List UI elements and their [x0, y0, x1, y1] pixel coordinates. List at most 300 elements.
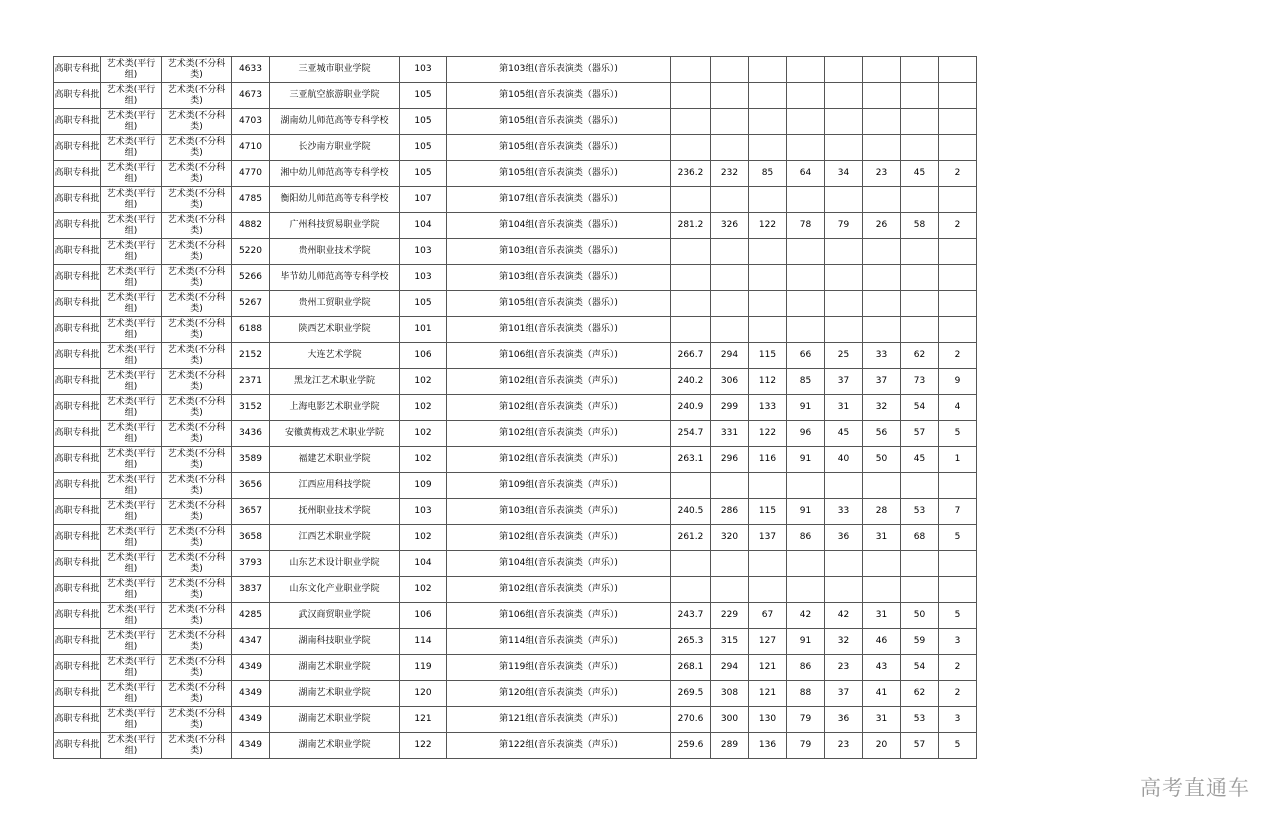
- batch-cell: 高职专科批: [54, 629, 101, 655]
- score-cell: [863, 317, 901, 343]
- score-cell: 59: [901, 629, 939, 655]
- subject-type-cell: 艺术类(不分科类): [162, 239, 232, 265]
- school-code-cell: 4785: [232, 187, 270, 213]
- score-cell: [749, 135, 787, 161]
- school-code-cell: 3657: [232, 499, 270, 525]
- score-cell: [825, 57, 863, 83]
- score-cell: 67: [749, 603, 787, 629]
- score-cell: [825, 239, 863, 265]
- category-cell: 艺术类(平行组): [101, 83, 162, 109]
- major-group-cell: 第119组(音乐表演类（声乐）): [447, 655, 671, 681]
- score-cell: [901, 135, 939, 161]
- score-cell: 296: [711, 447, 749, 473]
- group-code-cell: 105: [400, 161, 447, 187]
- score-cell: [787, 291, 825, 317]
- major-group-cell: 第102组(音乐表演类（声乐）): [447, 369, 671, 395]
- score-cell: [787, 57, 825, 83]
- score-cell: 229: [711, 603, 749, 629]
- major-group-cell: 第105组(音乐表演类（器乐）): [447, 161, 671, 187]
- count-cell: 2: [939, 343, 977, 369]
- score-cell: [749, 291, 787, 317]
- score-cell: [711, 57, 749, 83]
- batch-cell: 高职专科批: [54, 265, 101, 291]
- score-cell: [825, 109, 863, 135]
- school-name-cell: 湘中幼儿师范高等专科学校: [270, 161, 400, 187]
- batch-cell: 高职专科批: [54, 603, 101, 629]
- score-cell: [749, 57, 787, 83]
- group-code-cell: 122: [400, 733, 447, 759]
- batch-cell: 高职专科批: [54, 57, 101, 83]
- group-code-cell: 105: [400, 135, 447, 161]
- score-cell: [787, 473, 825, 499]
- score-cell: 115: [749, 343, 787, 369]
- score-cell: [863, 83, 901, 109]
- score-cell: 115: [749, 499, 787, 525]
- school-code-cell: 4703: [232, 109, 270, 135]
- group-code-cell: 105: [400, 83, 447, 109]
- school-name-cell: 湖南艺术职业学院: [270, 681, 400, 707]
- score-cell: [671, 551, 711, 577]
- score-cell: 91: [787, 499, 825, 525]
- school-code-cell: 4882: [232, 213, 270, 239]
- table-row: [54, 473, 977, 499]
- group-code-cell: 101: [400, 317, 447, 343]
- score-cell: 23: [863, 161, 901, 187]
- score-cell: 326: [711, 213, 749, 239]
- school-code-cell: 4770: [232, 161, 270, 187]
- table-row: [54, 187, 977, 213]
- category-cell: 艺术类(平行组): [101, 447, 162, 473]
- category-cell: 艺术类(平行组): [101, 577, 162, 603]
- school-code-cell: 3658: [232, 525, 270, 551]
- table-row: [54, 57, 977, 83]
- count-cell: [939, 317, 977, 343]
- group-code-cell: 104: [400, 551, 447, 577]
- score-cell: 66: [787, 343, 825, 369]
- score-cell: [863, 239, 901, 265]
- school-name-cell: 陕西艺术职业学院: [270, 317, 400, 343]
- subject-type-cell: 艺术类(不分科类): [162, 369, 232, 395]
- score-cell: 268.1: [671, 655, 711, 681]
- score-cell: 41: [863, 681, 901, 707]
- score-cell: 281.2: [671, 213, 711, 239]
- category-cell: 艺术类(平行组): [101, 187, 162, 213]
- category-cell: 艺术类(平行组): [101, 707, 162, 733]
- score-cell: 45: [901, 447, 939, 473]
- score-cell: [711, 265, 749, 291]
- category-cell: 艺术类(平行组): [101, 161, 162, 187]
- score-cell: 50: [901, 603, 939, 629]
- score-cell: 122: [749, 421, 787, 447]
- score-cell: [787, 83, 825, 109]
- category-cell: 艺术类(平行组): [101, 395, 162, 421]
- batch-cell: 高职专科批: [54, 473, 101, 499]
- score-cell: 45: [825, 421, 863, 447]
- subject-type-cell: 艺术类(不分科类): [162, 291, 232, 317]
- subject-type-cell: 艺术类(不分科类): [162, 317, 232, 343]
- watermark: 高考直通车: [1140, 776, 1250, 800]
- category-cell: 艺术类(平行组): [101, 603, 162, 629]
- subject-type-cell: 艺术类(不分科类): [162, 629, 232, 655]
- score-cell: 85: [787, 369, 825, 395]
- count-cell: 3: [939, 629, 977, 655]
- score-cell: [749, 265, 787, 291]
- score-cell: [671, 83, 711, 109]
- score-cell: [711, 239, 749, 265]
- score-cell: 58: [901, 213, 939, 239]
- school-code-cell: 3436: [232, 421, 270, 447]
- group-code-cell: 102: [400, 525, 447, 551]
- score-cell: 43: [863, 655, 901, 681]
- school-code-cell: 3656: [232, 473, 270, 499]
- major-group-cell: 第104组(音乐表演类（声乐）): [447, 551, 671, 577]
- school-name-cell: 湖南艺术职业学院: [270, 733, 400, 759]
- major-group-cell: 第104组(音乐表演类（器乐）): [447, 213, 671, 239]
- table-row: [54, 577, 977, 603]
- score-cell: [901, 551, 939, 577]
- category-cell: 艺术类(平行组): [101, 343, 162, 369]
- score-cell: 73: [901, 369, 939, 395]
- table-row: [54, 369, 977, 395]
- score-cell: 36: [825, 707, 863, 733]
- score-cell: 37: [825, 681, 863, 707]
- group-code-cell: 102: [400, 395, 447, 421]
- batch-cell: 高职专科批: [54, 83, 101, 109]
- school-code-cell: 4633: [232, 57, 270, 83]
- score-cell: [711, 109, 749, 135]
- score-cell: 53: [901, 707, 939, 733]
- category-cell: 艺术类(平行组): [101, 265, 162, 291]
- subject-type-cell: 艺术类(不分科类): [162, 733, 232, 759]
- school-code-cell: 3837: [232, 577, 270, 603]
- category-cell: 艺术类(平行组): [101, 551, 162, 577]
- score-cell: [711, 317, 749, 343]
- table-row: [54, 317, 977, 343]
- score-cell: [711, 551, 749, 577]
- score-cell: 40: [825, 447, 863, 473]
- count-cell: [939, 473, 977, 499]
- score-cell: 294: [711, 343, 749, 369]
- score-cell: 23: [825, 733, 863, 759]
- score-cell: 78: [787, 213, 825, 239]
- category-cell: 艺术类(平行组): [101, 525, 162, 551]
- score-cell: 96: [787, 421, 825, 447]
- school-name-cell: 湖南艺术职业学院: [270, 707, 400, 733]
- score-cell: 31: [863, 525, 901, 551]
- score-cell: [711, 83, 749, 109]
- table-row: [54, 525, 977, 551]
- score-cell: 31: [825, 395, 863, 421]
- subject-type-cell: 艺术类(不分科类): [162, 577, 232, 603]
- score-cell: 62: [901, 681, 939, 707]
- score-cell: [825, 317, 863, 343]
- count-cell: [939, 291, 977, 317]
- score-cell: [825, 473, 863, 499]
- major-group-cell: 第122组(音乐表演类（声乐）): [447, 733, 671, 759]
- score-cell: 42: [825, 603, 863, 629]
- score-cell: 91: [787, 395, 825, 421]
- score-cell: [901, 291, 939, 317]
- school-name-cell: 衡阳幼儿师范高等专科学校: [270, 187, 400, 213]
- count-cell: [939, 135, 977, 161]
- table-row: [54, 499, 977, 525]
- score-cell: 79: [787, 733, 825, 759]
- score-cell: 68: [901, 525, 939, 551]
- score-cell: 261.2: [671, 525, 711, 551]
- school-code-cell: 4349: [232, 655, 270, 681]
- count-cell: [939, 57, 977, 83]
- school-name-cell: 安徽黄梅戏艺术职业学院: [270, 421, 400, 447]
- score-cell: [787, 109, 825, 135]
- group-code-cell: 103: [400, 499, 447, 525]
- batch-cell: 高职专科批: [54, 707, 101, 733]
- batch-cell: 高职专科批: [54, 239, 101, 265]
- score-cell: [671, 135, 711, 161]
- score-cell: 289: [711, 733, 749, 759]
- major-group-cell: 第106组(音乐表演类（声乐）): [447, 343, 671, 369]
- major-group-cell: 第114组(音乐表演类（声乐）): [447, 629, 671, 655]
- score-cell: 315: [711, 629, 749, 655]
- table-row: [54, 265, 977, 291]
- score-cell: [787, 187, 825, 213]
- school-name-cell: 湖南艺术职业学院: [270, 655, 400, 681]
- table-row: [54, 681, 977, 707]
- score-cell: [901, 317, 939, 343]
- score-cell: [825, 187, 863, 213]
- score-cell: [825, 291, 863, 317]
- group-code-cell: 109: [400, 473, 447, 499]
- score-cell: 32: [825, 629, 863, 655]
- subject-type-cell: 艺术类(不分科类): [162, 707, 232, 733]
- table-row: [54, 135, 977, 161]
- score-cell: 130: [749, 707, 787, 733]
- score-cell: 240.9: [671, 395, 711, 421]
- count-cell: [939, 83, 977, 109]
- table-row: [54, 239, 977, 265]
- school-name-cell: 上海电影艺术职业学院: [270, 395, 400, 421]
- batch-cell: 高职专科批: [54, 525, 101, 551]
- school-name-cell: 湖南科技职业学院: [270, 629, 400, 655]
- score-cell: 91: [787, 629, 825, 655]
- school-code-cell: 4349: [232, 733, 270, 759]
- subject-type-cell: 艺术类(不分科类): [162, 525, 232, 551]
- table-row: [54, 603, 977, 629]
- count-cell: [939, 187, 977, 213]
- school-name-cell: 抚州职业技术学院: [270, 499, 400, 525]
- score-cell: 46: [863, 629, 901, 655]
- school-code-cell: 4347: [232, 629, 270, 655]
- major-group-cell: 第107组(音乐表演类（器乐）): [447, 187, 671, 213]
- major-group-cell: 第103组(音乐表演类（声乐）): [447, 499, 671, 525]
- batch-cell: 高职专科批: [54, 499, 101, 525]
- score-cell: [863, 135, 901, 161]
- score-cell: [749, 83, 787, 109]
- count-cell: 2: [939, 213, 977, 239]
- group-code-cell: 103: [400, 265, 447, 291]
- score-cell: [825, 577, 863, 603]
- major-group-cell: 第102组(音乐表演类（声乐）): [447, 395, 671, 421]
- group-code-cell: 106: [400, 603, 447, 629]
- score-cell: 33: [825, 499, 863, 525]
- score-cell: 306: [711, 369, 749, 395]
- score-cell: 269.5: [671, 681, 711, 707]
- subject-type-cell: 艺术类(不分科类): [162, 421, 232, 447]
- batch-cell: 高职专科批: [54, 317, 101, 343]
- score-cell: [863, 577, 901, 603]
- score-cell: 50: [863, 447, 901, 473]
- group-code-cell: 106: [400, 343, 447, 369]
- group-code-cell: 103: [400, 239, 447, 265]
- group-code-cell: 102: [400, 577, 447, 603]
- score-cell: [825, 265, 863, 291]
- category-cell: 艺术类(平行组): [101, 473, 162, 499]
- score-cell: 53: [901, 499, 939, 525]
- major-group-cell: 第102组(音乐表演类（声乐）): [447, 577, 671, 603]
- school-name-cell: 黑龙江艺术职业学院: [270, 369, 400, 395]
- batch-cell: 高职专科批: [54, 291, 101, 317]
- score-cell: [787, 551, 825, 577]
- score-cell: [749, 239, 787, 265]
- school-name-cell: 江西艺术职业学院: [270, 525, 400, 551]
- score-cell: [825, 83, 863, 109]
- score-cell: [901, 239, 939, 265]
- school-code-cell: 5220: [232, 239, 270, 265]
- score-cell: [671, 187, 711, 213]
- school-name-cell: 贵州工贸职业学院: [270, 291, 400, 317]
- table-row: [54, 213, 977, 239]
- score-cell: [711, 135, 749, 161]
- school-name-cell: 山东艺术设计职业学院: [270, 551, 400, 577]
- count-cell: [939, 109, 977, 135]
- score-cell: 331: [711, 421, 749, 447]
- score-cell: 259.6: [671, 733, 711, 759]
- admission-score-table: [53, 56, 977, 759]
- major-group-cell: 第105组(音乐表演类（器乐）): [447, 83, 671, 109]
- score-cell: 85: [749, 161, 787, 187]
- school-code-cell: 4673: [232, 83, 270, 109]
- score-cell: [863, 551, 901, 577]
- subject-type-cell: 艺术类(不分科类): [162, 447, 232, 473]
- school-code-cell: 4285: [232, 603, 270, 629]
- score-cell: 308: [711, 681, 749, 707]
- category-cell: 艺术类(平行组): [101, 57, 162, 83]
- school-name-cell: 福建艺术职业学院: [270, 447, 400, 473]
- school-code-cell: 6188: [232, 317, 270, 343]
- batch-cell: 高职专科批: [54, 161, 101, 187]
- score-cell: 236.2: [671, 161, 711, 187]
- score-cell: 56: [863, 421, 901, 447]
- count-cell: 9: [939, 369, 977, 395]
- category-cell: 艺术类(平行组): [101, 369, 162, 395]
- score-cell: 28: [863, 499, 901, 525]
- score-cell: 54: [901, 395, 939, 421]
- count-cell: [939, 265, 977, 291]
- score-cell: 266.7: [671, 343, 711, 369]
- score-cell: [671, 109, 711, 135]
- school-name-cell: 广州科技贸易职业学院: [270, 213, 400, 239]
- score-cell: 240.5: [671, 499, 711, 525]
- major-group-cell: 第106组(音乐表演类（声乐）): [447, 603, 671, 629]
- subject-type-cell: 艺术类(不分科类): [162, 265, 232, 291]
- table-row: [54, 83, 977, 109]
- score-cell: [671, 291, 711, 317]
- school-name-cell: 毕节幼儿师范高等专科学校: [270, 265, 400, 291]
- score-cell: 36: [825, 525, 863, 551]
- school-code-cell: 3793: [232, 551, 270, 577]
- school-name-cell: 贵州职业技术学院: [270, 239, 400, 265]
- category-cell: 艺术类(平行组): [101, 421, 162, 447]
- count-cell: [939, 551, 977, 577]
- school-code-cell: 2152: [232, 343, 270, 369]
- school-code-cell: 4710: [232, 135, 270, 161]
- score-cell: 54: [901, 655, 939, 681]
- score-cell: 34: [825, 161, 863, 187]
- major-group-cell: 第120组(音乐表演类（声乐）): [447, 681, 671, 707]
- major-group-cell: 第105组(音乐表演类（器乐）): [447, 135, 671, 161]
- group-code-cell: 102: [400, 447, 447, 473]
- subject-type-cell: 艺术类(不分科类): [162, 343, 232, 369]
- major-group-cell: 第103组(音乐表演类（器乐）): [447, 265, 671, 291]
- table-row: [54, 733, 977, 759]
- count-cell: 5: [939, 525, 977, 551]
- batch-cell: 高职专科批: [54, 135, 101, 161]
- count-cell: 5: [939, 603, 977, 629]
- count-cell: 2: [939, 161, 977, 187]
- score-cell: [901, 187, 939, 213]
- score-cell: 31: [863, 707, 901, 733]
- school-code-cell: 3589: [232, 447, 270, 473]
- score-cell: [749, 187, 787, 213]
- score-cell: [787, 265, 825, 291]
- subject-type-cell: 艺术类(不分科类): [162, 109, 232, 135]
- category-cell: 艺术类(平行组): [101, 109, 162, 135]
- score-cell: 299: [711, 395, 749, 421]
- school-code-cell: 3152: [232, 395, 270, 421]
- category-cell: 艺术类(平行组): [101, 733, 162, 759]
- score-cell: [711, 187, 749, 213]
- count-cell: 5: [939, 733, 977, 759]
- subject-type-cell: 艺术类(不分科类): [162, 83, 232, 109]
- group-code-cell: 102: [400, 421, 447, 447]
- category-cell: 艺术类(平行组): [101, 681, 162, 707]
- batch-cell: 高职专科批: [54, 213, 101, 239]
- school-name-cell: 三亚城市职业学院: [270, 57, 400, 83]
- score-cell: [749, 109, 787, 135]
- batch-cell: 高职专科批: [54, 395, 101, 421]
- score-cell: 45: [901, 161, 939, 187]
- score-cell: 116: [749, 447, 787, 473]
- table-row: [54, 707, 977, 733]
- count-cell: 7: [939, 499, 977, 525]
- subject-type-cell: 艺术类(不分科类): [162, 395, 232, 421]
- score-cell: 122: [749, 213, 787, 239]
- category-cell: 艺术类(平行组): [101, 239, 162, 265]
- group-code-cell: 102: [400, 369, 447, 395]
- count-cell: [939, 239, 977, 265]
- school-code-cell: 4349: [232, 707, 270, 733]
- major-group-cell: 第102组(音乐表演类（声乐）): [447, 525, 671, 551]
- score-cell: [787, 135, 825, 161]
- score-cell: [901, 265, 939, 291]
- score-cell: 62: [901, 343, 939, 369]
- score-cell: 31: [863, 603, 901, 629]
- score-cell: 133: [749, 395, 787, 421]
- score-cell: 136: [749, 733, 787, 759]
- major-group-cell: 第105组(音乐表演类（器乐）): [447, 109, 671, 135]
- category-cell: 艺术类(平行组): [101, 291, 162, 317]
- score-cell: 20: [863, 733, 901, 759]
- group-code-cell: 114: [400, 629, 447, 655]
